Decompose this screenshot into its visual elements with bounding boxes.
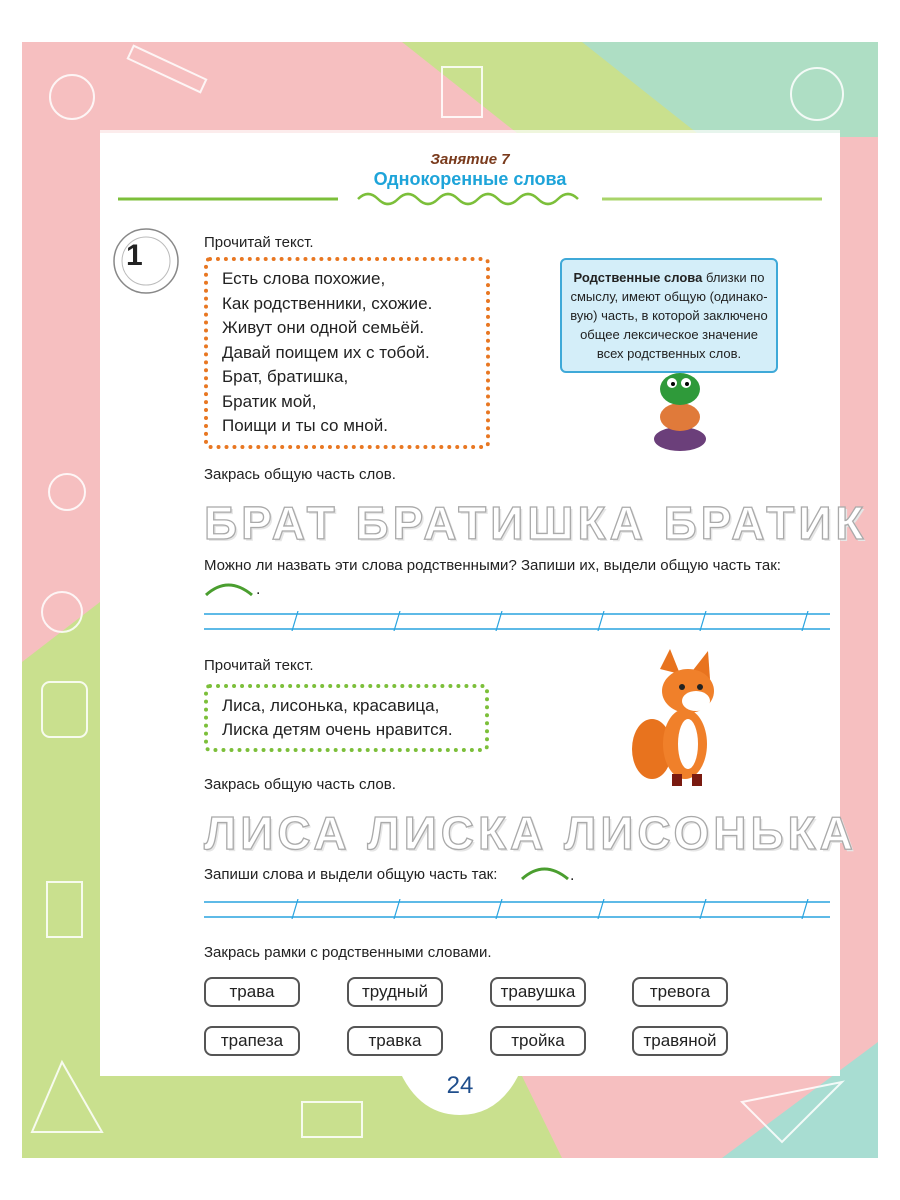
- note-term: Родственные слова: [573, 270, 703, 285]
- poem-line: Живут они одной семьёй.: [222, 318, 425, 337]
- word-chip[interactable]: трапеза: [204, 1026, 300, 1056]
- word-chip[interactable]: трудный: [347, 977, 443, 1007]
- root-arc-icon: [204, 579, 254, 597]
- worksheet-panel: [100, 133, 868, 1076]
- writing-lines-2[interactable]: [204, 899, 830, 919]
- note-text: близки по смыслу, имеют общую (одинако-вую) часть, в которой заключено общее лексическое значение всех родственных слов.: [570, 270, 768, 361]
- poem-line: Как родственники, схожие.: [222, 293, 433, 313]
- word-chip[interactable]: травушка: [490, 977, 586, 1007]
- color-instruction-2: Закрась общую часть слов.: [204, 776, 396, 793]
- fox-illustration: [630, 649, 730, 789]
- read-instruction-1: Прочитай текст.: [204, 234, 314, 251]
- lesson-title: Однокоренные слова: [373, 169, 567, 189]
- word-chip[interactable]: трава: [204, 977, 300, 1007]
- writing-lines-1[interactable]: [204, 611, 830, 631]
- ornament-divider: [118, 189, 822, 209]
- color-instruction-1: Закрась общую часть слов.: [204, 466, 396, 483]
- poem-box-2: [204, 684, 489, 752]
- question-end: .: [256, 581, 261, 598]
- exercise-number-badge: [110, 225, 182, 297]
- definition-note: [560, 258, 778, 373]
- poem-line: Брат, братишка,: [222, 367, 349, 386]
- root-arc-icon: [520, 863, 570, 881]
- lesson-label: Занятие 7: [430, 151, 510, 168]
- poem-line: Лиса, лисонька, красавица,: [222, 696, 440, 715]
- question-1: Можно ли назвать эти слова родственными? Запиши их, выдели общую часть так:: [204, 557, 781, 574]
- task-end: .: [570, 867, 575, 884]
- poem-line: Поищи и ты со мной.: [222, 416, 388, 435]
- word-chip[interactable]: травка: [347, 1026, 443, 1056]
- poem-box-1: [204, 257, 490, 449]
- task-2: Запиши слова и выдели общую часть так:: [204, 866, 498, 883]
- outline-words-2: ЛИСА ЛИСКА ЛИСОНЬКА: [204, 807, 857, 859]
- word-chip[interactable]: тревога: [632, 977, 728, 1007]
- word-chip[interactable]: тройка: [490, 1026, 586, 1056]
- frames-instruction: Закрась рамки с родственными словами.: [204, 944, 492, 961]
- poem-line: Давай поищем их с тобой.: [222, 342, 430, 362]
- page-number: 24: [446, 1072, 474, 1099]
- read-instruction-2: Прочитай текст.: [204, 657, 314, 674]
- poem-line: Лиска детям очень нравится.: [222, 720, 453, 739]
- poem-line: Есть слова похожие,: [222, 269, 386, 288]
- word-chip[interactable]: травяной: [632, 1026, 728, 1056]
- outline-words-1: БРАТ БРАТИШКА БРАТИК: [204, 497, 868, 549]
- exercise-number: 1: [126, 239, 143, 272]
- frog-illustration: [640, 367, 720, 453]
- poem-line: Братик мой,: [222, 391, 317, 411]
